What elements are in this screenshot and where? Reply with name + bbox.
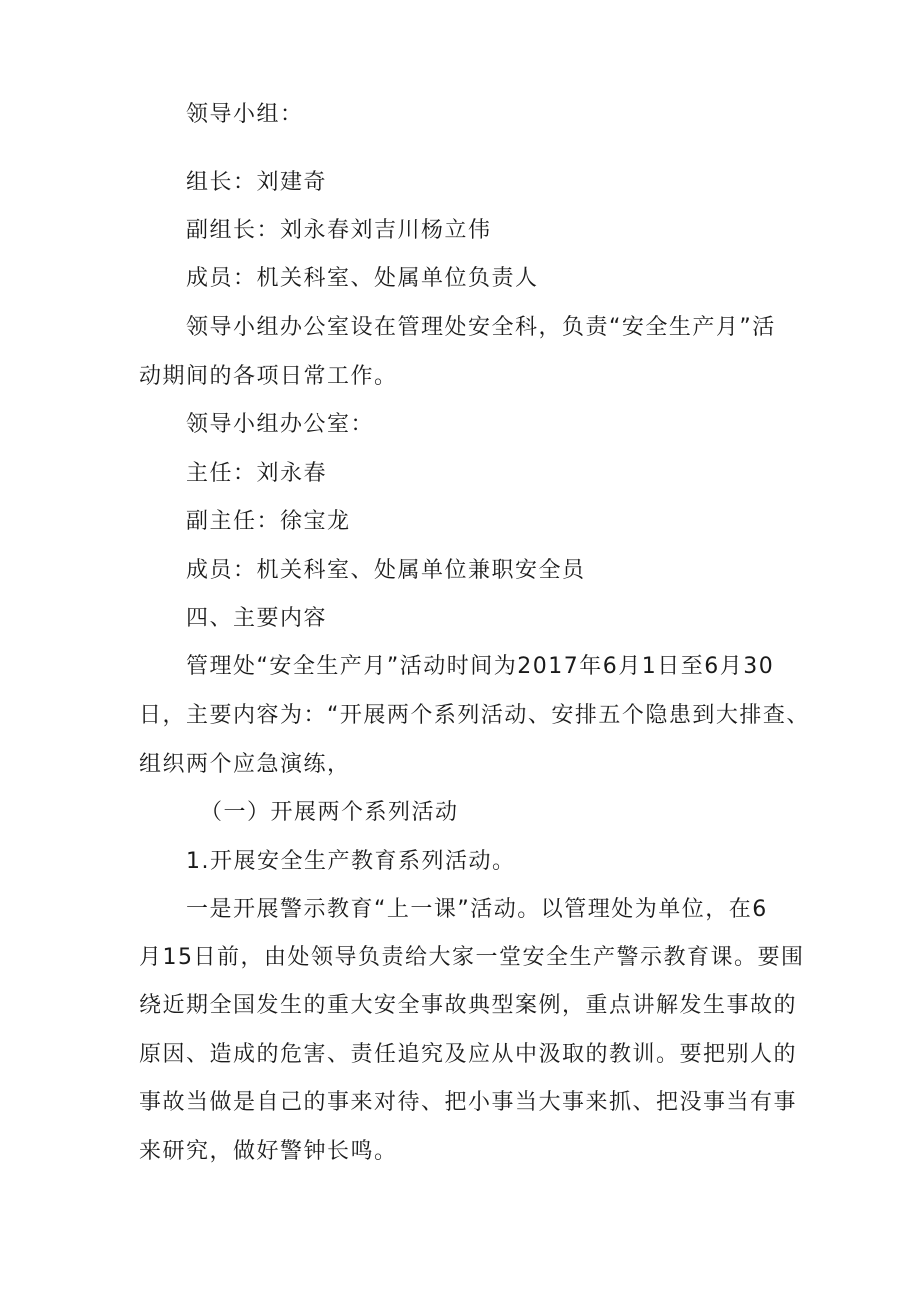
line-deputy-leader: 副组长：刘永春刘吉川杨立伟 xyxy=(186,218,492,243)
line-deputy-director: 副主任：徐宝龙 xyxy=(186,509,351,534)
paragraph-main-content-line-1: 管理处“安全生产月”活动时间为2017年6月1日至6月30 xyxy=(186,654,775,679)
line-director: 主任：刘永春 xyxy=(186,461,328,486)
section-heading-main-content: 四、主要内容 xyxy=(186,606,328,631)
line-members: 成员：机关科室、处属单位负责人 xyxy=(186,266,539,291)
paragraph-warning-education-line-4: 原因、造成的危害、责任追究及应从中汲取的教训。要把别人的 xyxy=(139,1042,798,1067)
subsection-heading-two-series: （一）开展两个系列活动 xyxy=(200,800,459,825)
paragraph-office-line-2: 动期间的各项日常工作。 xyxy=(139,364,398,389)
paragraph-main-content-line-2: 日，主要内容为：“开展两个系列活动、安排五个隐患到大排查、 xyxy=(139,703,810,728)
paragraph-warning-education-line-1: 一是开展警示教育“上一课”活动。以管理处为单位，在6 xyxy=(186,897,768,922)
paragraph-warning-education-line-5: 事故当做是自己的事来对待、把小事当大事来抓、把没事当有事 xyxy=(139,1090,798,1115)
heading-leading-group: 领导小组： xyxy=(186,102,304,127)
line-office-members: 成员：机关科室、处属单位兼职安全员 xyxy=(186,558,586,583)
paragraph-warning-education-line-6: 来研究，做好警钟长鸣。 xyxy=(139,1139,398,1164)
paragraph-office-line-1: 领导小组办公室设在管理处安全科，负责“安全生产月”活 xyxy=(186,315,776,340)
line-group-leader: 组长：刘建奇 xyxy=(186,170,328,195)
paragraph-warning-education-line-2: 月15日前，由处领导负责给大家一堂安全生产警示教育课。要围 xyxy=(139,945,805,970)
item-heading-safety-education: 1.开展安全生产教育系列活动。 xyxy=(186,849,516,874)
paragraph-main-content-line-3: 组织两个应急演练， xyxy=(139,752,351,777)
paragraph-warning-education-line-3: 绕近期全国发生的重大安全事故典型案例，重点讲解发生事故的 xyxy=(139,993,798,1018)
heading-leading-office: 领导小组办公室： xyxy=(186,412,375,437)
